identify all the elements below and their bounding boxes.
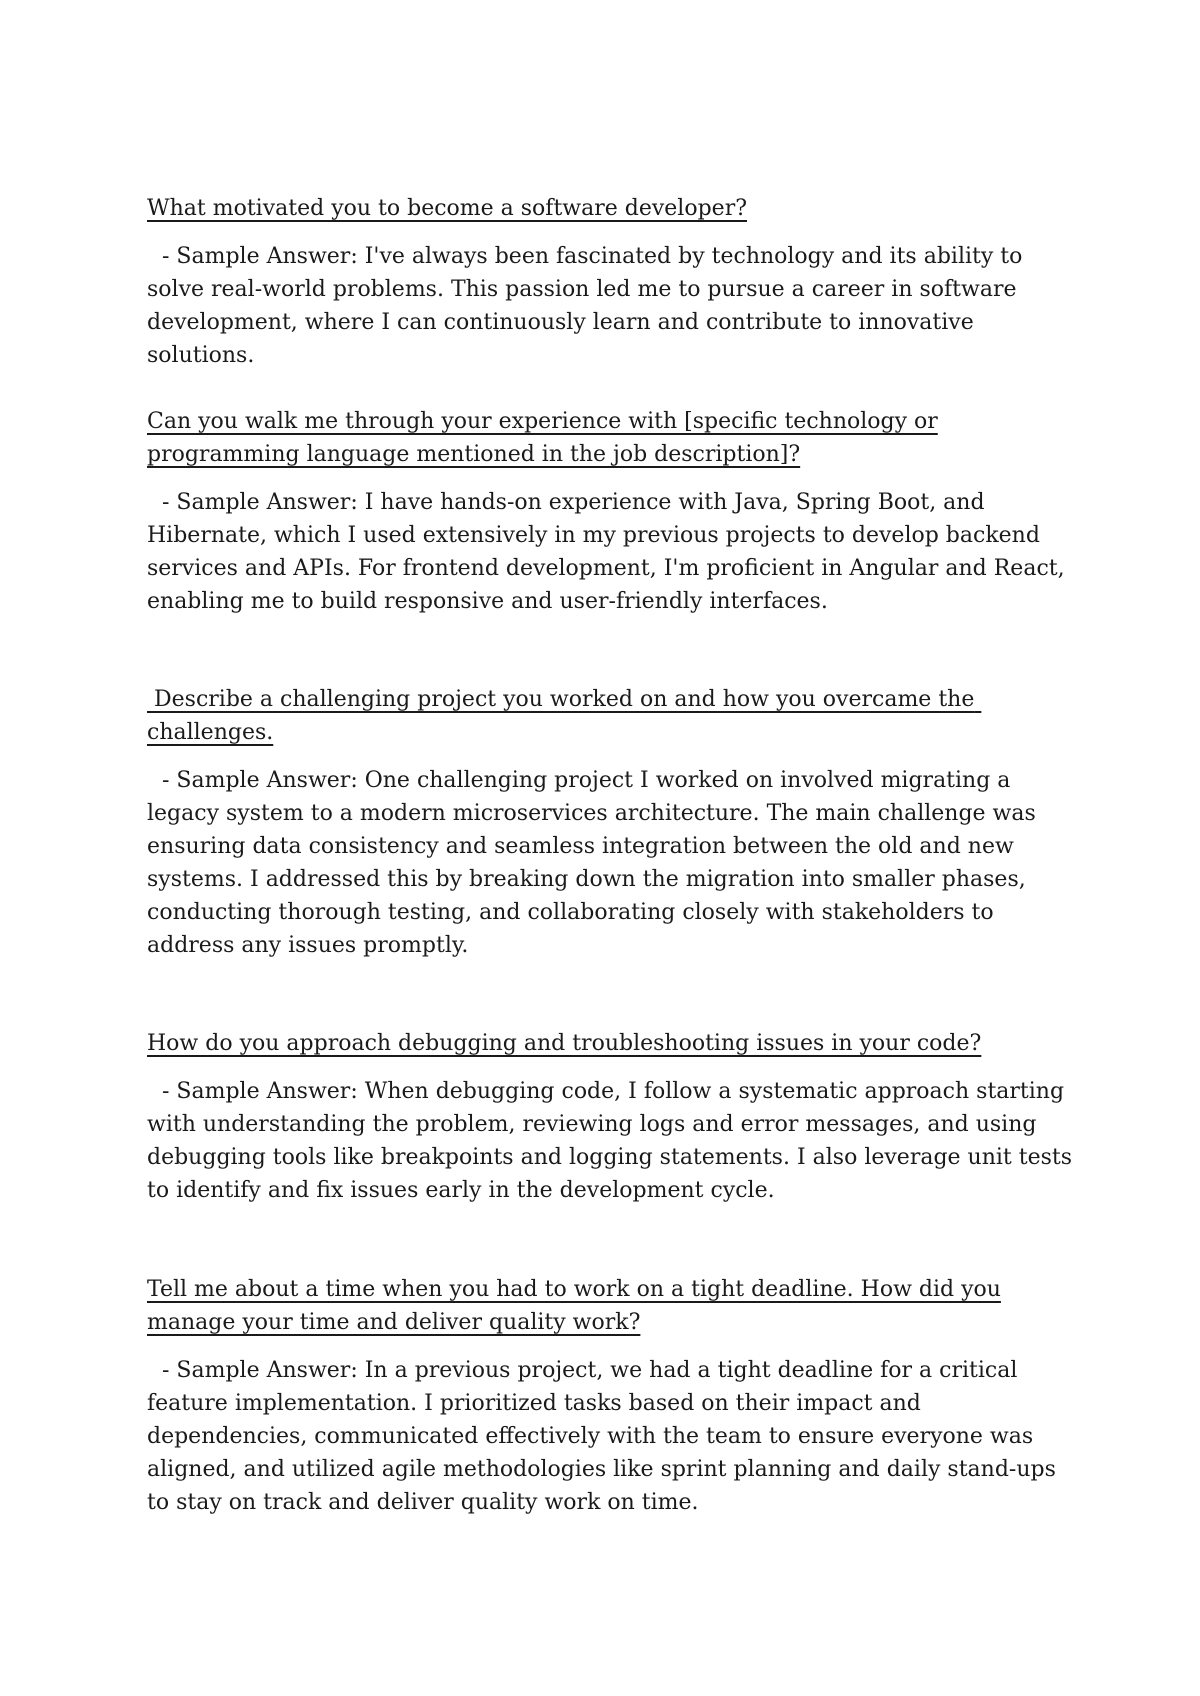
qa-section-2 — [147, 405, 1077, 618]
question-heading: Can you walk me through your experience with [specific technology or programming language mentioned in the job description]? — [147, 409, 938, 467]
qa-section-4 — [147, 1027, 1077, 1207]
question-heading: How do you approach debugging and troubleshooting issues in your code? — [147, 1031, 982, 1056]
question-heading: Describe a challenging project you worked on and how you overcame the challenges. — [147, 687, 982, 745]
sample-answer: - Sample Answer: One challenging project I worked on involved migrating a legacy system to a modern microservices architecture. The main challenge was ensuring data consistency and seamless integration between the old and new systems. I addressed this by breaking down the migration into smaller phases, conducting thorough testing, and collaborating closely with stakeholders to address any issues promptly. — [147, 768, 1036, 958]
sample-answer: - Sample Answer: I've always been fascinated by technology and its ability to solve real-world problems. This passion led me to pursue a career in software development, where I can continuously learn and contribute to innovative solutions. — [147, 244, 1023, 368]
sample-answer: - Sample Answer: I have hands-on experience with Java, Spring Boot, and Hibernate, which I used extensively in my previous projects to develop backend services and APIs. For frontend development, I'm proficient in Angular and React, enabling me to build responsive and user-friendly interfaces. — [147, 490, 1065, 614]
sample-answer: - Sample Answer: When debugging code, I follow a systematic approach starting with understanding the problem, reviewing logs and error messages, and using debugging tools like breakpoints and logging statements. I also leverage unit tests to identify and fix issues early in the development cycle. — [147, 1079, 1073, 1203]
qa-section-3 — [147, 683, 1077, 962]
sample-answer: - Sample Answer: In a previous project, we had a tight deadline for a critical feature implementation. I prioritized tasks based on their impact and dependencies, communicated effectively with the team to ensure everyone was aligned, and utilized agile methodologies like sprint planning and daily stand-ups to stay on track and deliver quality work on time. — [147, 1358, 1056, 1515]
qa-section-1 — [147, 192, 1077, 372]
question-heading: Tell me about a time when you had to work on a tight deadline. How did you manage your time and deliver quality work? — [147, 1277, 1001, 1335]
question-heading: What motivated you to become a software developer? — [147, 196, 748, 221]
qa-section-5 — [147, 1273, 1077, 1519]
